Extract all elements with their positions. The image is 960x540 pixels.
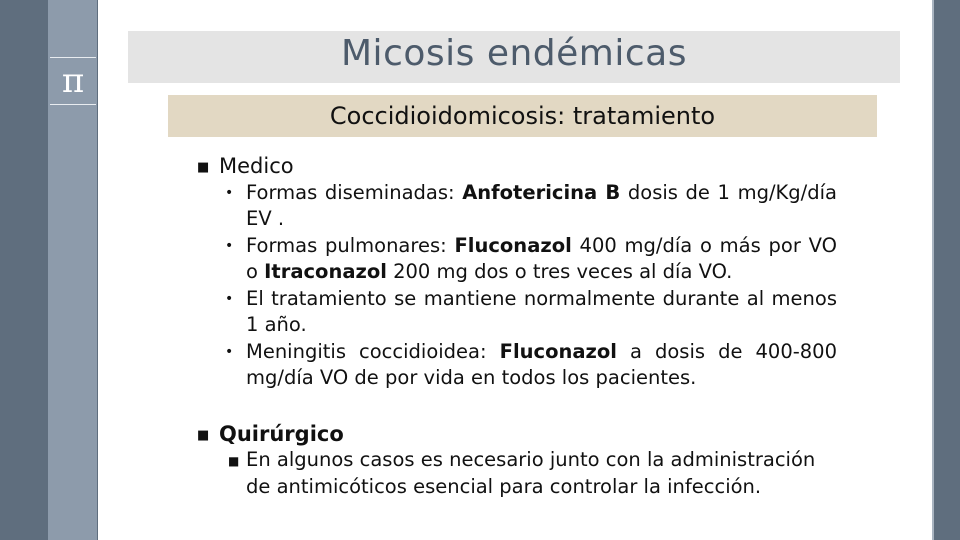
list-item: • Meningitis coccidioidea: Fluconazol a dosis de 400-800 mg/día VO de por vida en todos los pacientes.: [225, 339, 837, 389]
dot-bullet-icon: •: [225, 343, 234, 360]
square-bullet-icon: ■: [197, 160, 210, 175]
subtitle-band: [168, 95, 877, 137]
list-item: • El tratamiento se mantiene normalmente durante al menos 1 año.: [225, 286, 837, 336]
dot-bullet-icon: •: [225, 290, 234, 307]
list-item: ■ En algunos casos es necesario junto con la administración de antimicóticos esencial para controlar la infección.: [228, 448, 816, 498]
list-item: • Formas diseminadas: Anfotericina B dosis de 1 mg/Kg/día EV .: [225, 180, 837, 230]
title-band: [128, 31, 900, 83]
left-decor-strip: [0, 0, 48, 540]
pi-logo-icon: π: [50, 57, 96, 105]
left-decor-line: [97, 0, 98, 540]
slide-subtitle: Coccidioidomicosis: tratamiento: [329, 102, 716, 130]
dot-bullet-icon: •: [225, 184, 234, 201]
square-bullet-icon: ■: [197, 427, 210, 443]
spacer: [197, 392, 837, 421]
section-heading-quirurgico: ■ Quirúrgico: [197, 421, 837, 448]
square-bullet-icon: ■: [228, 454, 240, 468]
right-decor-strip: [934, 0, 960, 540]
slide-body: [197, 153, 837, 500]
dot-bullet-icon: •: [225, 237, 234, 254]
slide-title: Micosis endémicas: [341, 32, 687, 74]
list-item: • Formas pulmonares: Fluconazol 400 mg/día o más por VO o Itraconazol 200 mg dos o tres veces al día VO.: [225, 233, 837, 283]
section-heading-medico: ■ Medico: [197, 153, 837, 180]
